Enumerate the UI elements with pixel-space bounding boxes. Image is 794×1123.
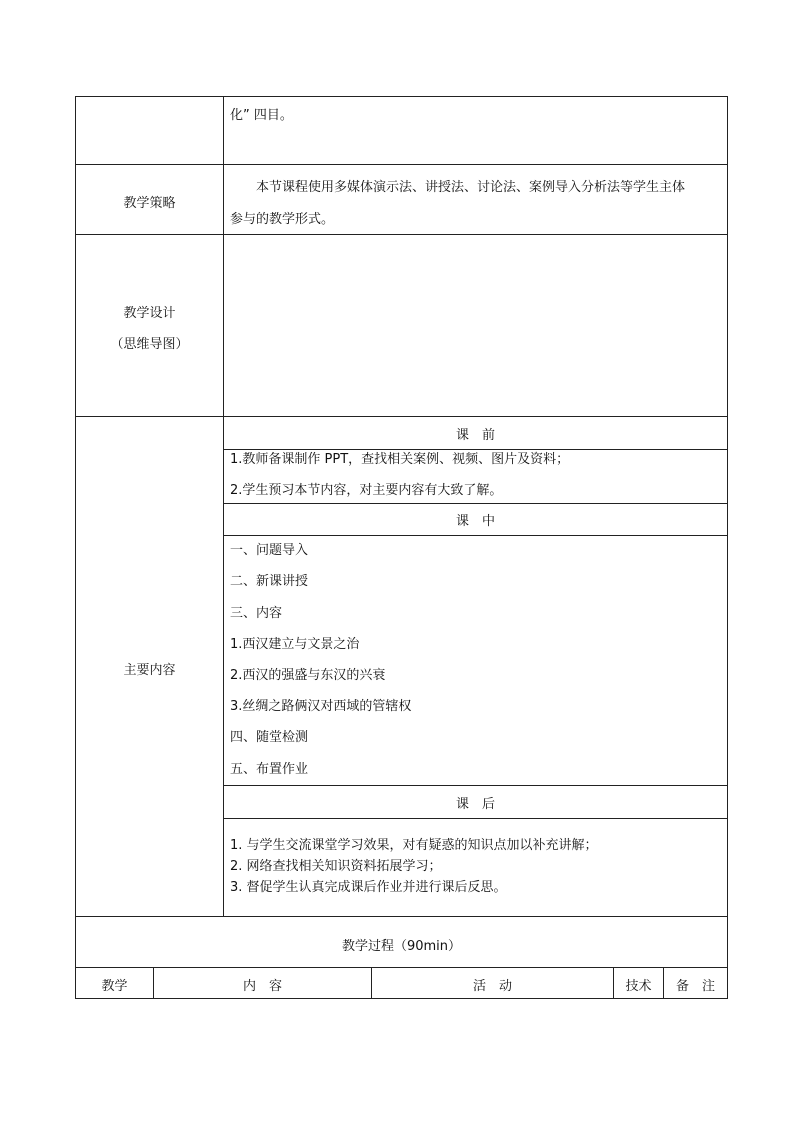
column-header: 备 注 bbox=[675, 979, 715, 994]
column-header: 活 动 bbox=[472, 979, 512, 994]
continuation-text: 化” 四目。 bbox=[230, 108, 293, 123]
column-header: 教学 bbox=[101, 979, 128, 994]
main-content-label: 主要内容 bbox=[123, 663, 176, 678]
process-title: 教学过程（90min） bbox=[341, 939, 462, 954]
column-header: 内 容 bbox=[242, 979, 282, 994]
table-right-border bbox=[727, 96, 728, 999]
row-divider bbox=[75, 967, 728, 968]
row-divider bbox=[75, 916, 728, 917]
after-class-heading: 课 后 bbox=[455, 797, 495, 812]
sub-row-divider bbox=[223, 503, 728, 504]
strategy-line-1: 本节课程使用多媒体演示法、讲授法、讨论法、案例导入分析法等学生主体 bbox=[256, 180, 686, 195]
in-class-item: 2.西汉的强盛与东汉的兴衰 bbox=[230, 668, 386, 683]
before-class-item: 1.教师备课制作 PPT，查找相关案例、视频、图片及资料； bbox=[230, 452, 570, 467]
table-top-border bbox=[75, 96, 728, 97]
in-class-item: 四、随堂检测 bbox=[230, 730, 309, 745]
in-class-item: 1.西汉建立与文景之治 bbox=[230, 637, 360, 652]
sub-row-divider bbox=[223, 785, 728, 786]
in-class-item: 一、问题导入 bbox=[230, 543, 309, 558]
sub-row-divider bbox=[223, 449, 728, 450]
table-bottom-border bbox=[75, 998, 728, 999]
in-class-heading: 课 中 bbox=[455, 514, 495, 529]
strategy-label: 教学策略 bbox=[123, 196, 176, 211]
design-sublabel: （思维导图） bbox=[110, 337, 189, 352]
in-class-item: 3.丝绸之路俩汉对西域的管辖权 bbox=[230, 699, 412, 714]
after-class-item: 1. 与学生交流课堂学习效果，对有疑惑的知识点加以补充讲解； bbox=[230, 838, 598, 853]
sub-row-divider bbox=[223, 535, 728, 536]
in-class-item: 五、布置作业 bbox=[230, 762, 309, 777]
column-header: 技术 bbox=[625, 979, 652, 994]
after-class-item: 3. 督促学生认真完成课后作业并进行课后反思。 bbox=[230, 880, 507, 895]
label-column-divider bbox=[223, 96, 224, 916]
strategy-line-2: 参与的教学形式。 bbox=[230, 212, 335, 227]
table-left-border bbox=[75, 96, 76, 999]
after-class-item: 2. 网络查找相关知识资料拓展学习； bbox=[230, 859, 442, 874]
before-class-heading: 课 前 bbox=[455, 428, 495, 443]
in-class-item: 三、内容 bbox=[230, 606, 283, 621]
design-label: 教学设计 bbox=[123, 306, 176, 321]
in-class-item: 二、新课讲授 bbox=[230, 574, 309, 589]
sub-row-divider bbox=[223, 818, 728, 819]
mind-map-area bbox=[224, 235, 727, 416]
row-divider bbox=[75, 416, 728, 417]
row-divider bbox=[75, 164, 728, 165]
before-class-item: 2.学生预习本节内容，对主要内容有大致了解。 bbox=[230, 483, 503, 498]
